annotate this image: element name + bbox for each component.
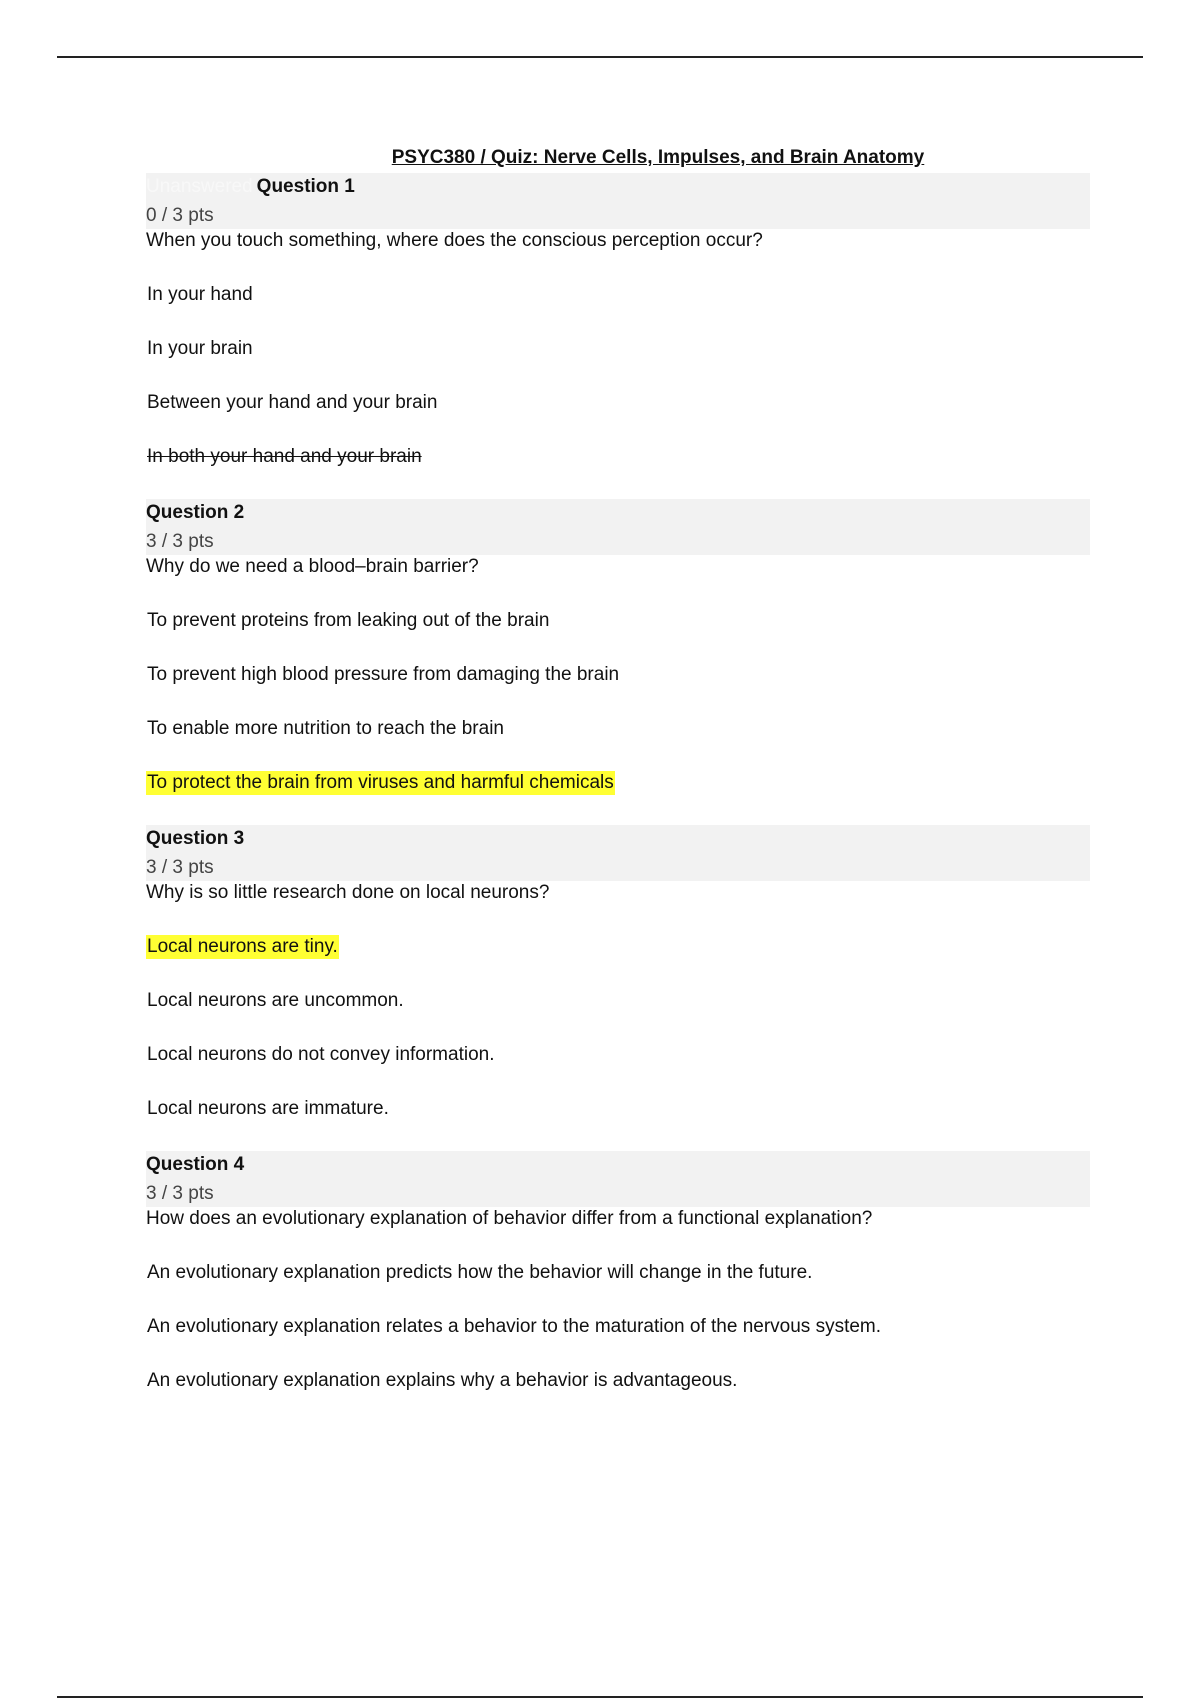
page-title: PSYC380 / Quiz: Nerve Cells, Impulses, and Brain Anatomy [391, 147, 925, 168]
answer-option [146, 717, 1090, 771]
answer-option [146, 445, 1090, 499]
question-title [146, 175, 355, 199]
question-block [146, 825, 1090, 1151]
answer-option-text: An evolutionary explanation predicts how the behavior will change in the future. [147, 1262, 813, 1283]
answer-option [146, 1043, 1090, 1097]
answer-option-text: Local neurons are immature. [147, 1098, 389, 1119]
question-label: Question 4 [146, 1154, 245, 1175]
question-block [146, 1151, 1090, 1423]
answer-option-text: In both your hand and your brain [147, 446, 422, 467]
question-label: Question 2 [146, 502, 245, 523]
answer-option [146, 609, 1090, 663]
question-block [146, 173, 1090, 499]
answer-option-text: Local neurons are tiny. [147, 936, 338, 957]
answer-option-text: To prevent high blood pressure from damaging the brain [147, 664, 620, 685]
question-prompt: When you touch something, where does the conscious perception occur? [146, 230, 763, 251]
answer-option [146, 1315, 1090, 1369]
bottom-rule [57, 1696, 1143, 1698]
answer-option [146, 337, 1090, 391]
answer-option [146, 771, 1090, 825]
question-header [146, 499, 1090, 555]
answer-option [146, 283, 1090, 337]
question-points: 0 / 3 pts [146, 205, 214, 226]
question-title [146, 827, 244, 851]
question-status-label: Unanswered [146, 176, 253, 197]
question-header [146, 173, 1090, 229]
answer-option-text: An evolutionary explanation relates a behavior to the maturation of the nervous system. [147, 1316, 882, 1337]
answer-option-text: Local neurons do not convey information. [147, 1044, 495, 1065]
answer-option [146, 1097, 1090, 1151]
question-prompt: Why do we need a blood–brain barrier? [146, 556, 479, 577]
answer-option-text: To prevent proteins from leaking out of the brain [147, 610, 550, 631]
question-prompt: How does an evolutionary explanation of behavior differ from a functional explanation? [146, 1208, 873, 1229]
answer-option [146, 391, 1090, 445]
question-header [146, 1151, 1090, 1207]
answer-option-text: In your hand [147, 284, 253, 305]
question-list [146, 173, 1090, 1423]
answer-option-text: Between your hand and your brain [147, 392, 438, 413]
question-block [146, 499, 1090, 825]
top-rule [57, 56, 1143, 58]
question-points: 3 / 3 pts [146, 857, 214, 878]
question-points: 3 / 3 pts [146, 1183, 214, 1204]
answer-option-text: To protect the brain from viruses and harmful chemicals [147, 772, 614, 793]
answer-option [146, 935, 1090, 989]
question-label: Question 3 [146, 828, 245, 849]
answer-option-text: To enable more nutrition to reach the brain [147, 718, 504, 739]
question-title [146, 1153, 244, 1177]
answer-option [146, 663, 1090, 717]
answer-option [146, 1261, 1090, 1315]
answer-option-text: In your brain [147, 338, 253, 359]
question-prompt: Why is so little research done on local neurons? [146, 882, 550, 903]
quiz-document [146, 145, 1090, 1423]
question-header [146, 825, 1090, 881]
question-points: 3 / 3 pts [146, 531, 214, 552]
question-title [146, 501, 244, 525]
answer-option-text: An evolutionary explanation explains why a behavior is advantageous. [147, 1370, 738, 1391]
answer-option [146, 1369, 1090, 1423]
question-label: Question 1 [256, 176, 355, 197]
answer-option-text: Local neurons are uncommon. [147, 990, 404, 1011]
answer-option [146, 989, 1090, 1043]
